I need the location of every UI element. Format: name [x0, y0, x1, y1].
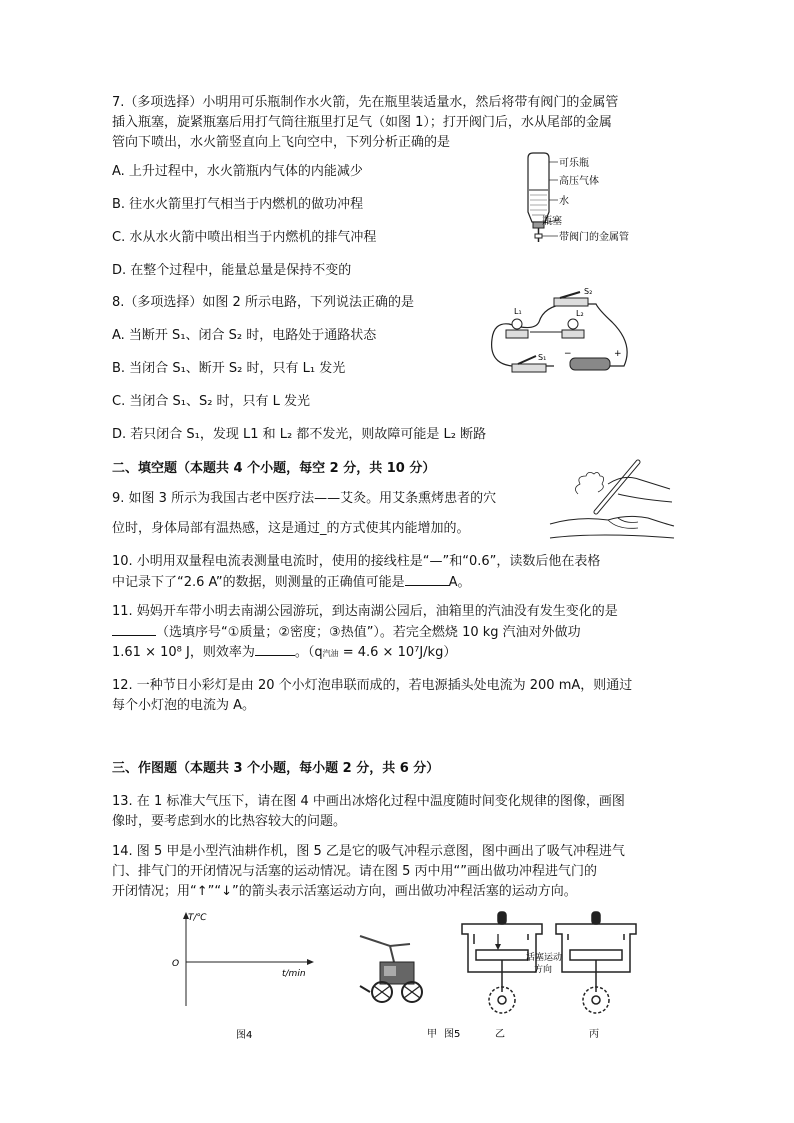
q13-line1: 13. 在 1 标准大气压下，请在图 4 中画出冰熔化过程中温度随时间变化规律的图像，画图 [112, 794, 625, 809]
q11-line3-q: 。（q [294, 645, 323, 660]
q10-line2 [112, 573, 470, 592]
q11-answer-blank-1[interactable] [112, 623, 156, 636]
q8-option-d: D. 若只闭合 S₁，发现 L1 和 L₂ 都不发光，则故障可能是 L₂ 断路 [112, 427, 487, 442]
q10-answer-blank[interactable] [405, 573, 449, 586]
figure-3-moxibustion [548, 454, 678, 544]
figure-4-axes[interactable] [160, 906, 320, 1046]
fig5-label-jia: 甲 [427, 1029, 437, 1040]
q7-option-a: A. 上升过程中，水火箭瓶内气体的内能减少 [112, 164, 363, 179]
q14-line3: 开闭情况；用“↑”“↓”的箭头表示活塞运动方向，画出做功冲程活塞的运动方向。 [112, 884, 577, 899]
q9-line1: 9. 如图 3 所示为我国古老中医疗法——艾灸。用艾条熏烤患者的穴 [112, 491, 497, 506]
q12-line1: 12. 一种节日小彩灯是由 20 个小灯泡串联而成的，若电源插头处电流为 200 mA，则通过 [112, 678, 633, 693]
fig2-label-s2: S₂ [584, 287, 593, 296]
section-2-heading: 二、填空题（本题共 4 个小题，每空 2 分，共 10 分） [112, 461, 436, 476]
fig1-label-bottle: 可乐瓶 [559, 158, 589, 169]
q11-answer-blank-2[interactable] [255, 643, 295, 656]
q10-line1: 10. 小明用双量程电流表测量电流时，使用的接线柱是“—”和“0.6”，读数后他在表格 [112, 554, 601, 569]
q7-option-c: C. 水从水火箭中喷出相当于内燃机的排气冲程 [112, 230, 377, 245]
fig1-label-water: 水 [559, 196, 569, 207]
fig2-label-s1: S₁ [538, 353, 547, 362]
fig5-piston-label-1: 活塞运动 [526, 953, 563, 963]
section-3-heading: 三、作图题（本题共 3 个小题，每小题 2 分，共 6 分） [112, 761, 440, 776]
q8-option-a: A. 当断开 S₁、闭合 S₂ 时，电路处于通路状态 [112, 328, 377, 343]
q12-line2: 每个小灯泡的电流为 A。 [112, 698, 256, 713]
q10-line2-unit: A。 [448, 575, 471, 590]
figure-2-circuit [484, 284, 634, 380]
fig4-caption: 图4 [236, 1030, 253, 1041]
fig1-label-gas: 高压气体 [559, 176, 599, 187]
fig4-ylabel: T/℃ [188, 913, 207, 923]
q11-line3 [112, 643, 456, 663]
fig5-power-stroke [556, 912, 636, 1013]
q14-line1: 14. 图 5 甲是小型汽油耕作机，图 5 乙是它的吸气冲程示意图，图中画出了吸气冲程进气 [112, 844, 625, 859]
fig5-caption: 图5 [444, 1029, 461, 1040]
q11-line2 [112, 623, 581, 642]
fig2-label-l1: L₁ [514, 307, 522, 316]
figure-5-engine [340, 906, 640, 1046]
fig4-xlabel: t/min [282, 969, 306, 979]
q7-option-d: D. 在整个过程中，能量总量是保持不变的 [112, 263, 352, 278]
q7-stem-line2: 插入瓶塞，旋紧瓶塞后用打气筒往瓶里打足气（如图 1）；打开阀门后，水从尾部的金属 [112, 115, 612, 130]
fig5-tiller-image [360, 936, 422, 1002]
q7-stem-line3: 管向下喷出，水火箭竖直向上飞向空中，下列分析正确的是 [112, 135, 451, 150]
q11-line2-text: （选填序号“①质量；②密度；③热值”）。若完全燃烧 10 kg 汽油对外做功 [156, 625, 581, 640]
fig5-piston-label-2: 方向 [534, 965, 553, 975]
fig2-label-l2: L₂ [576, 309, 584, 318]
q14-line2: 门、排气门的开闭情况与活塞的运动情况。请在图 5 丙中用“”画出做功冲程进气门的 [112, 864, 598, 879]
q8-option-b: B. 当闭合 S₁、断开 S₂ 时，只有 L₁ 发光 [112, 361, 346, 376]
q7-stem-line1: 7.（多项选择）小明用可乐瓶制作水火箭，先在瓶里装适量水，然后将带有阀门的金属管 [112, 95, 619, 110]
q11-line3-value: = 4.6 × 10⁷J/kg） [338, 645, 457, 660]
figure-1-water-rocket [518, 150, 678, 250]
q10-line2-text: 中记录下了“2.6 A”的数据，则测量的正确值可能是 [112, 575, 405, 590]
q9-line2: 位时，身体局部有温热感，这是通过_的方式使其内能增加的。 [112, 521, 470, 536]
fig2-label-minus: − [564, 349, 572, 359]
fig4-origin: O [172, 959, 180, 969]
q7-option-b: B. 往水火箭里打气相当于内燃机的做功冲程 [112, 197, 364, 212]
q11-line1: 11. 妈妈开车带小明去南湖公园游玩，到达南湖公园后，油箱里的汽油没有发生变化的是 [112, 604, 618, 619]
fig5-label-bing: 丙 [589, 1029, 599, 1040]
fig1-label-tube: 带阀门的金属管 [559, 232, 629, 243]
q11-line3-sub: 汽油 [322, 649, 339, 658]
q8-option-c: C. 当闭合 S₁、S₂ 时，只有 L 发光 [112, 394, 311, 409]
q11-line3-text: 1.61 × 10⁸ J，则效率为 [112, 645, 255, 660]
fig5-label-yi: 乙 [495, 1029, 505, 1040]
fig1-label-stopper: 瓶塞 [542, 216, 562, 227]
fig2-label-plus: + [614, 349, 622, 359]
q13-line2: 像时，要考虑到水的比热容较大的问题。 [112, 814, 347, 829]
q8-stem: 8.（多项选择）如图 2 所示电路，下列说法正确的是 [112, 295, 414, 310]
